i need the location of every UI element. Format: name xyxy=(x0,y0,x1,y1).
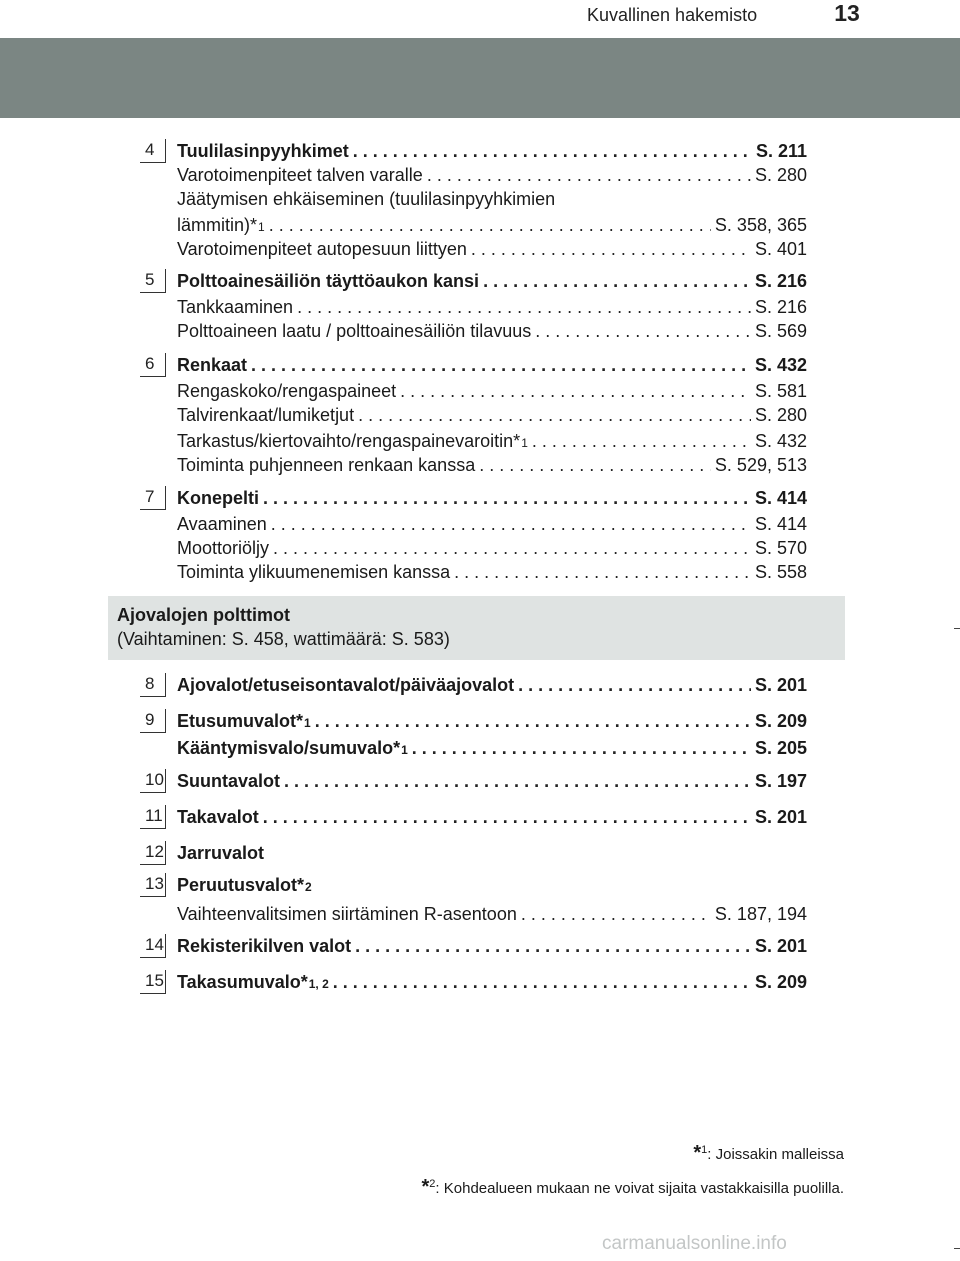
page-number: 13 xyxy=(834,0,860,26)
dot-leader xyxy=(315,709,751,733)
dot-leader xyxy=(263,805,751,829)
index-line xyxy=(177,453,807,477)
index-line xyxy=(177,673,807,697)
dot-leader xyxy=(400,379,751,403)
page-reference: S. 197 xyxy=(754,771,807,791)
page-header xyxy=(0,0,960,38)
index-line xyxy=(177,769,807,793)
index-line xyxy=(177,536,807,560)
entry-label: Moottoriöljy xyxy=(177,538,270,558)
footnote-marker: 1 xyxy=(701,1144,708,1156)
entry-label: Tankkaaminen xyxy=(177,297,294,317)
item-number: 15 xyxy=(140,970,166,994)
index-line xyxy=(177,237,807,261)
entry-label: Talvirenkaat/lumiketjut xyxy=(177,405,355,425)
dot-leader xyxy=(532,429,751,453)
index-line xyxy=(177,934,807,958)
page-reference: S. 211 xyxy=(755,141,807,161)
index-line xyxy=(177,841,807,865)
entry-label: lämmitin)* xyxy=(177,215,258,235)
entry-label: Tarkastus/kiertovaihto/rengaspainevaroitin* xyxy=(177,431,521,451)
page-reference: S. 581 xyxy=(754,381,807,401)
page-reference: S. 209 xyxy=(754,972,807,992)
dot-leader xyxy=(454,560,751,584)
margin-mark xyxy=(954,628,960,629)
dot-leader xyxy=(427,163,751,187)
page-reference: S. 280 xyxy=(754,405,807,425)
entry-label: Etusumuvalot* xyxy=(177,711,304,731)
entry-label: Takasumuvalo* xyxy=(177,972,308,992)
entry-label: Polttoainesäiliön täyttöaukon kansi xyxy=(177,271,480,291)
margin-mark xyxy=(954,1248,960,1249)
page-reference: S. 432 xyxy=(754,355,807,375)
dot-leader xyxy=(412,736,751,760)
index-line xyxy=(177,163,807,187)
entry-label: Jäätymisen ehkäiseminen (tuulilasinpyyhkimien xyxy=(177,189,556,209)
index-line xyxy=(177,353,807,377)
item-number: 14 xyxy=(140,934,166,958)
entry-label: Toiminta ylikuumenemisen kanssa xyxy=(177,562,451,582)
entry-label: Suuntavalot xyxy=(177,771,281,791)
index-line xyxy=(177,512,807,536)
entry-label: Toiminta puhjenneen renkaan kanssa xyxy=(177,455,476,475)
footnote-text: : Kohdealueen mukaan ne voivat sijaita vastakkaisilla puolilla. xyxy=(435,1180,844,1197)
index-line xyxy=(177,269,807,293)
entry-label: Jarruvalot xyxy=(177,843,265,863)
entry-label: Tuulilasinpyyhkimet xyxy=(177,141,349,161)
entry-label: Avaaminen xyxy=(177,514,267,534)
header-band xyxy=(0,38,960,118)
page-reference: S. 570 xyxy=(754,538,807,558)
dot-leader xyxy=(353,139,752,163)
page-reference: S. 201 xyxy=(754,807,807,827)
page-reference: S. 358, 365 xyxy=(714,215,807,235)
entry-label: Polttoaineen laatu / polttoainesäiliön tilavuus xyxy=(177,321,532,341)
header-title: Kuvallinen hakemisto xyxy=(587,5,758,25)
dot-leader xyxy=(251,353,751,377)
page-reference: S. 280 xyxy=(754,165,807,185)
dot-leader xyxy=(269,213,711,237)
item-number: 5 xyxy=(140,269,166,293)
index-line xyxy=(177,486,807,510)
index-line xyxy=(177,560,807,584)
entry-label: Kääntymisvalo/sumuvalo* xyxy=(177,738,401,758)
item-number: 4 xyxy=(140,139,166,163)
dot-leader xyxy=(297,295,751,319)
page-reference: S. 401 xyxy=(754,239,807,259)
page-reference: S. 558 xyxy=(754,562,807,582)
footnote-text: : Joissakin malleissa xyxy=(707,1146,844,1163)
item-number: 8 xyxy=(140,673,166,697)
entry-label: Renkaat xyxy=(177,355,248,375)
index-line: Etusumuvalot* 1 . . . S. 209 xyxy=(177,709,807,733)
page-reference: S. 569 xyxy=(754,321,807,341)
index-line: lämmitin)* 1 . . . S. 358, 365 xyxy=(177,213,807,237)
index-line: Peruutusvalot* 2 xyxy=(177,875,312,895)
page-reference: S. 414 xyxy=(754,488,807,508)
page-reference: S. 205 xyxy=(754,738,807,758)
page-reference: S. 187, 194 xyxy=(714,904,807,924)
dot-leader xyxy=(273,536,751,560)
entry-label: Konepelti xyxy=(177,488,260,508)
dot-leader xyxy=(284,769,751,793)
dot-leader xyxy=(479,453,711,477)
page-reference: S. 432 xyxy=(754,431,807,451)
footnote-1 xyxy=(693,1142,844,1165)
index-line: Tarkastus/kiertovaihto/rengaspainevaroitin* 1 . . . S. 432 xyxy=(177,429,807,453)
page-reference: S. 201 xyxy=(754,675,807,695)
dot-leader xyxy=(535,319,751,343)
footnote-2 xyxy=(422,1176,845,1199)
section-headlight-bulbs xyxy=(108,596,845,660)
item-number: 10 xyxy=(140,769,166,793)
entry-label: Vaihteenvalitsimen siirtäminen R-asentoon xyxy=(177,904,517,924)
dot-leader xyxy=(471,237,751,261)
item-number: 6 xyxy=(140,353,166,377)
entry-label: Rekisterikilven valot xyxy=(177,936,352,956)
page-reference: S. 414 xyxy=(754,514,807,534)
item-number: 9 xyxy=(140,709,166,733)
entry-label: Varotoimenpiteet autopesuun liittyen xyxy=(177,239,467,259)
dot-leader xyxy=(358,403,751,427)
entry-label: Peruutusvalot* xyxy=(177,875,305,895)
index-line: Kääntymisvalo/sumuvalo* 1 . . . S. 205 xyxy=(177,736,807,760)
index-line: Takasumuvalo* 1, 2 . . . S. 209 xyxy=(177,970,807,994)
dot-leader xyxy=(333,970,751,994)
dot-leader xyxy=(355,934,751,958)
index-line xyxy=(177,403,807,427)
index-line xyxy=(177,902,807,926)
page-reference: S. 529, 513 xyxy=(714,455,807,475)
index-line xyxy=(177,319,807,343)
index-line xyxy=(177,139,807,163)
dot-leader xyxy=(263,486,751,510)
section-title: Ajovalojen polttimot xyxy=(117,605,290,625)
watermark: carmanualsonline.info xyxy=(602,1233,787,1254)
index-line xyxy=(177,379,807,403)
dot-leader xyxy=(521,902,711,926)
page-reference: S. 216 xyxy=(754,297,807,317)
page-reference: S. 216 xyxy=(754,271,807,291)
footnote-star: * xyxy=(421,1176,430,1198)
dot-leader xyxy=(518,673,751,697)
entry-label: Takavalot xyxy=(177,807,259,827)
item-number: 11 xyxy=(140,805,166,829)
dot-leader xyxy=(483,269,751,293)
section-subtitle: (Vaihtaminen: S. 458, wattimäärä: S. 583) xyxy=(117,629,450,649)
entry-label: Ajovalot/etuseisontavalot/päiväajovalot xyxy=(177,675,515,695)
page-reference: S. 209 xyxy=(754,711,807,731)
item-number: 7 xyxy=(140,486,166,510)
index-line xyxy=(177,187,807,211)
entry-label: Rengaskoko/rengaspaineet xyxy=(177,381,397,401)
footnote-marker: 2 xyxy=(429,1178,436,1190)
dot-leader xyxy=(271,512,751,536)
index-line xyxy=(177,295,807,319)
footnote-star: * xyxy=(693,1142,702,1164)
index-line xyxy=(177,805,807,829)
item-number: 13 xyxy=(140,873,166,897)
entry-label: Varotoimenpiteet talven varalle xyxy=(177,165,423,185)
item-number: 12 xyxy=(140,841,166,865)
page-reference: S. 201 xyxy=(754,936,807,956)
